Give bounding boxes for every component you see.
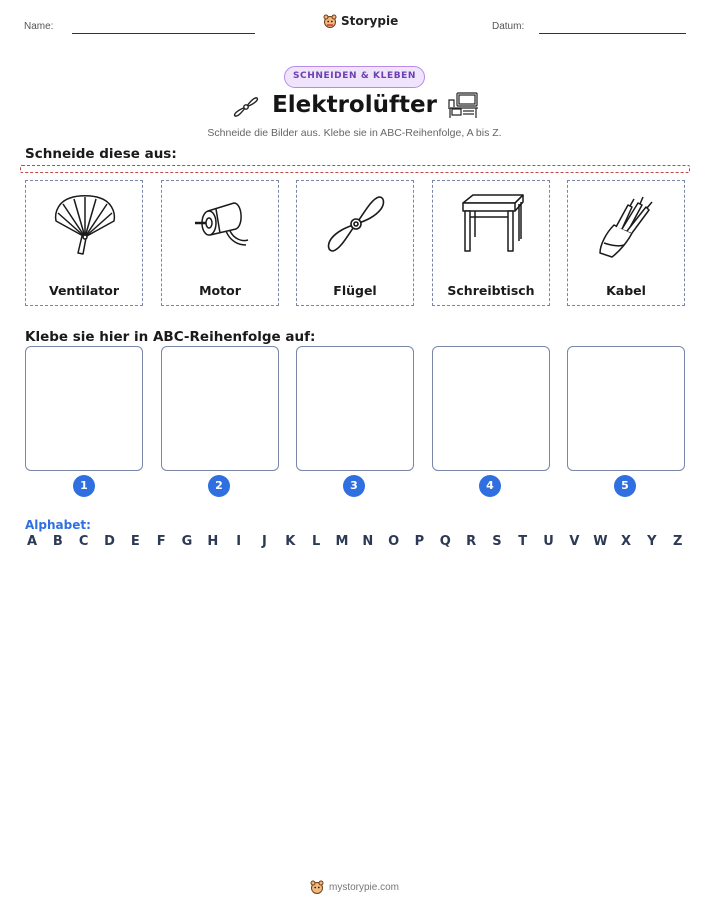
alphabet-letter: Z: [672, 534, 683, 549]
storypie-mascot-icon: [323, 14, 337, 28]
alphabet-letter: V: [569, 534, 580, 549]
footer-url[interactable]: mystorypie.com: [328, 881, 399, 893]
cable-icon: [592, 189, 662, 259]
alphabet-letter: Q: [439, 534, 451, 549]
alphabet-letter: T: [518, 534, 528, 549]
alphabet-letter: I: [236, 534, 242, 549]
activity-badge: SCHNEIDEN & KLEBEN: [284, 66, 425, 88]
alphabet-letter: U: [543, 534, 554, 549]
alphabet-letter: N: [362, 534, 374, 549]
brand-logo: [323, 14, 398, 28]
desk-icon: [457, 189, 527, 259]
cut-section-label: Schneide diese aus:: [25, 146, 177, 162]
paste-section-label: Klebe sie hier in ABC-Reihenfolge auf:: [25, 329, 316, 345]
propeller-icon: [321, 189, 391, 259]
card-label: Schreibtisch: [447, 283, 535, 298]
alphabet-letter: X: [621, 534, 632, 549]
card-label: Kabel: [606, 283, 646, 298]
paste-slot-5[interactable]: [567, 346, 685, 471]
footer: [0, 880, 709, 894]
alphabet-letter: S: [492, 534, 502, 549]
alphabet-letter: Y: [647, 534, 657, 549]
alphabet-letter: R: [466, 534, 477, 549]
alphabet-label: Alphabet:: [25, 518, 91, 532]
card-label: Ventilator: [48, 283, 120, 298]
alphabet-letter: B: [52, 534, 63, 549]
alphabet-letter: E: [130, 534, 140, 549]
name-label: Name:: [24, 21, 54, 32]
alphabet-letter: P: [414, 534, 425, 549]
alphabet-letter: L: [311, 534, 321, 549]
cut-card-kabel[interactable]: [567, 180, 685, 306]
slot-number-3: 3: [343, 475, 365, 497]
alphabet-letter: M: [335, 534, 349, 549]
date-label: Datum:: [492, 21, 525, 32]
alphabet-letter: W: [593, 534, 608, 549]
cut-card-schreibtisch[interactable]: [432, 180, 550, 306]
alphabet-letter: H: [207, 534, 219, 549]
alphabet-letter: C: [78, 534, 89, 549]
hand-fan-icon: [50, 189, 120, 259]
storypie-mascot-icon: [310, 880, 324, 894]
card-label: Motor: [199, 283, 241, 298]
slot-number-1: 1: [73, 475, 95, 497]
slot-number-5: 5: [614, 475, 636, 497]
slot-number-4: 4: [479, 475, 501, 497]
alphabet-letter: A: [26, 534, 38, 549]
date-line[interactable]: [539, 33, 686, 34]
paste-slot-1[interactable]: [25, 346, 143, 471]
alphabet-letter: D: [104, 534, 115, 549]
alphabet-letter: J: [262, 534, 267, 549]
alphabet-letter: O: [388, 534, 400, 549]
instructions: Schneide die Bilder aus. Klebe sie in ABC-Reihenfolge, A bis Z.: [207, 127, 502, 139]
paste-slot-2[interactable]: [161, 346, 279, 471]
brand-name: Storypie: [341, 14, 399, 28]
alphabet-letter: K: [285, 534, 296, 549]
paste-slot-3[interactable]: [296, 346, 414, 471]
motor-icon: [186, 189, 256, 259]
name-line[interactable]: [72, 33, 255, 34]
alphabet-letter: F: [156, 534, 166, 549]
paste-slot-4[interactable]: [432, 346, 550, 471]
computer-desk-decoration-icon: [447, 91, 479, 119]
cut-line: [20, 165, 690, 173]
page-title: Elektrolüfter: [272, 92, 437, 118]
cut-card-fluegel[interactable]: [296, 180, 414, 306]
cut-card-ventilator[interactable]: [25, 180, 143, 306]
alphabet-row: [25, 534, 685, 549]
slot-number-2: 2: [208, 475, 230, 497]
alphabet-letter: G: [181, 534, 193, 549]
cut-card-motor[interactable]: [161, 180, 279, 306]
card-label: Flügel: [333, 283, 377, 298]
